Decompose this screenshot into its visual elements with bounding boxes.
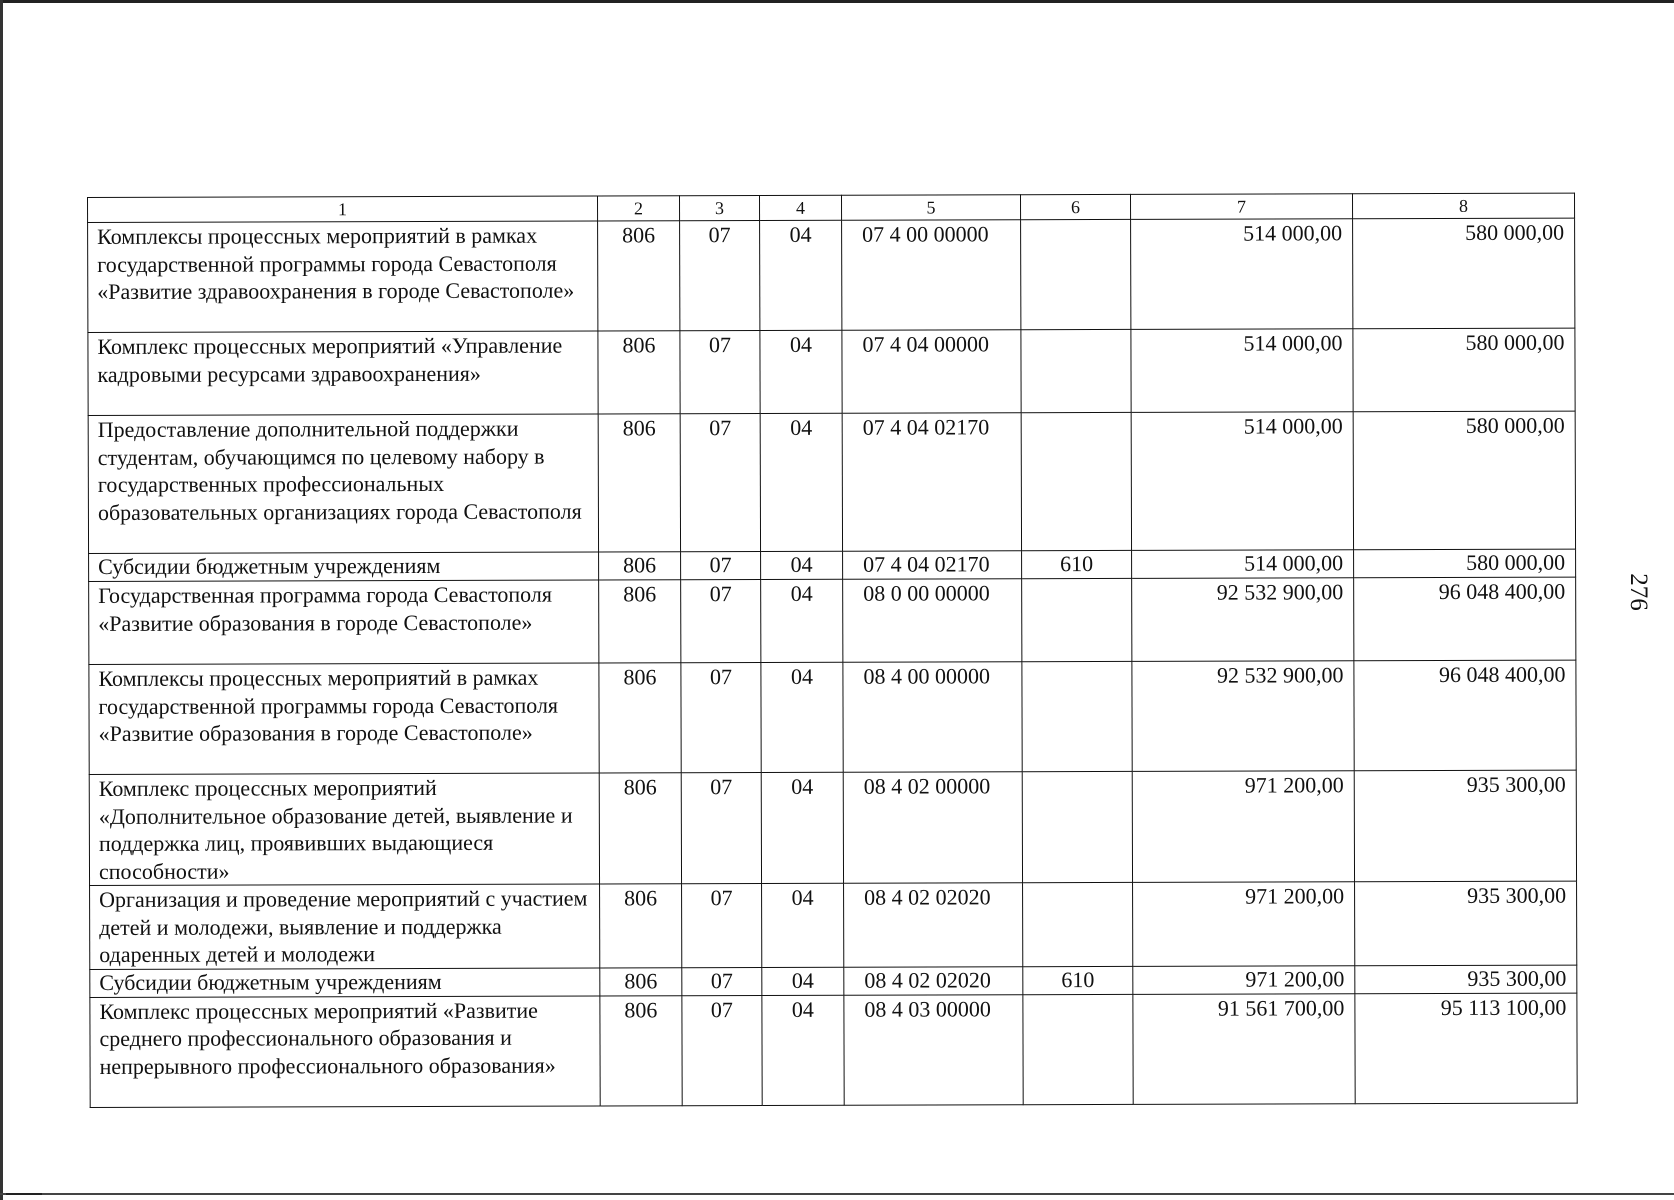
row-col-6 — [1021, 329, 1131, 412]
row-col-3: 07 — [680, 221, 760, 331]
row-name: Субсидии бюджетным учреждениям — [89, 552, 599, 582]
table-row — [90, 993, 1577, 1107]
row-col-7: 514 000,00 — [1131, 329, 1353, 413]
row-name: Комплекс процессных мероприятий «Дополнительное образование детей, выявление и поддержка лиц, проявивших выдающиеся способности» — [89, 773, 599, 886]
row-col-8: 96 048 400,00 — [1354, 660, 1576, 771]
row-col-6 — [1022, 771, 1132, 882]
row-col-6: 610 — [1022, 550, 1132, 578]
row-col-5: 07 4 04 02170 — [842, 413, 1021, 552]
row-col-2: 806 — [598, 414, 680, 552]
row-name: Комплексы процессных мероприятий в рамках государственной программы города Севастополя «Развитие образования в городе Севастополе» — [89, 663, 599, 775]
header-col-2: 2 — [597, 196, 679, 221]
row-col-6 — [1021, 412, 1131, 550]
row-col-4: 04 — [760, 413, 842, 551]
table-row — [89, 770, 1576, 885]
row-col-4: 04 — [761, 551, 843, 579]
header-col-6: 6 — [1020, 194, 1130, 219]
row-col-4: 04 — [761, 579, 843, 662]
budget-table — [87, 193, 1578, 1108]
table-row — [90, 881, 1577, 969]
row-col-7: 514 000,00 — [1132, 550, 1354, 579]
row-col-2: 806 — [599, 580, 681, 663]
row-col-4: 04 — [762, 967, 844, 995]
row-col-2: 806 — [598, 331, 680, 414]
row-col-3: 07 — [681, 663, 761, 773]
row-col-7: 971 200,00 — [1133, 882, 1355, 966]
row-col-8: 935 300,00 — [1354, 770, 1576, 882]
row-col-4: 04 — [761, 772, 843, 883]
row-col-3: 07 — [681, 580, 761, 663]
row-col-3: 07 — [682, 967, 762, 995]
page-number: 276 — [1625, 573, 1652, 611]
row-col-6 — [1021, 219, 1131, 329]
table-row — [88, 328, 1575, 415]
scan-border-top — [0, 0, 1674, 3]
row-col-8: 935 300,00 — [1355, 881, 1577, 965]
header-col-3: 3 — [679, 196, 759, 221]
row-col-2: 806 — [599, 663, 681, 773]
row-col-8: 935 300,00 — [1355, 965, 1577, 994]
row-col-7: 971 200,00 — [1132, 771, 1354, 883]
row-col-5: 08 0 00 00000 — [843, 579, 1022, 663]
row-name: Предоставление дополнительной поддержки студентам, обучающимся по целевому набору в государственных профессиональных образовательных организациях города Севастополя — [88, 414, 598, 554]
row-col-6 — [1022, 661, 1132, 771]
row-col-6 — [1022, 578, 1132, 661]
row-col-5: 07 4 00 00000 — [842, 220, 1021, 331]
header-col-7: 7 — [1130, 194, 1352, 220]
row-col-6 — [1023, 994, 1133, 1104]
row-col-8: 580 000,00 — [1353, 328, 1575, 412]
row-col-8: 580 000,00 — [1354, 549, 1576, 578]
row-col-6 — [1023, 882, 1133, 966]
scan-border-bottom — [0, 1193, 1674, 1195]
row-col-4: 04 — [762, 883, 844, 967]
row-col-5: 08 4 02 02020 — [844, 966, 1023, 995]
row-col-3: 07 — [681, 552, 761, 580]
row-col-5: 08 4 03 00000 — [844, 994, 1023, 1105]
row-col-4: 04 — [761, 662, 843, 772]
row-col-5: 08 4 02 02020 — [844, 883, 1023, 967]
row-name: Государственная программа города Севастополя «Развитие образования в городе Севастополе» — [89, 580, 599, 665]
row-col-2: 806 — [600, 995, 682, 1105]
row-col-7: 971 200,00 — [1133, 965, 1355, 994]
row-col-4: 04 — [760, 220, 842, 330]
row-col-7: 92 532 900,00 — [1132, 578, 1354, 662]
row-col-3: 07 — [680, 331, 760, 414]
header-col-4: 4 — [759, 195, 841, 220]
row-col-4: 04 — [760, 330, 842, 413]
header-col-5: 5 — [841, 195, 1020, 221]
row-col-2: 806 — [598, 221, 680, 331]
row-col-8: 580 000,00 — [1353, 411, 1575, 550]
row-col-5: 08 4 02 00000 — [843, 772, 1022, 884]
row-name: Комплексы процессных мероприятий в рамках государственной программы города Севастополя «Развитие здравоохранения в городе Севастополе» — [88, 221, 598, 333]
row-col-5: 07 4 04 00000 — [842, 330, 1021, 414]
row-name: Комплекс процессных мероприятий «Развитие среднего профессионального образования и непрерывного профессионального образования» — [90, 995, 600, 1107]
row-name: Организация и проведение мероприятий с участием детей и молодежи, выявление и поддержка одаренных детей и молодежи — [90, 884, 600, 969]
row-col-2: 806 — [600, 967, 682, 995]
row-col-3: 07 — [682, 884, 762, 968]
table-row — [89, 549, 1576, 581]
row-col-8: 95 113 100,00 — [1355, 993, 1577, 1104]
row-col-7: 91 561 700,00 — [1133, 993, 1355, 1104]
row-col-7: 92 532 900,00 — [1132, 661, 1354, 772]
row-col-3: 07 — [681, 773, 761, 884]
row-name: Комплекс процессных мероприятий «Управление кадровыми ресурсами здравоохранения» — [88, 331, 598, 416]
table-row — [89, 577, 1576, 664]
row-name: Субсидии бюджетным учреждениям — [90, 967, 600, 997]
row-col-3: 07 — [682, 995, 762, 1105]
table-row — [89, 660, 1576, 774]
row-col-2: 806 — [599, 773, 681, 884]
table-row — [90, 965, 1577, 997]
table-row — [88, 411, 1575, 553]
row-col-2: 806 — [599, 552, 681, 580]
row-col-7: 514 000,00 — [1131, 219, 1353, 330]
row-col-6: 610 — [1023, 966, 1133, 994]
header-col-1: 1 — [88, 196, 598, 223]
row-col-5: 07 4 04 02170 — [843, 551, 1022, 580]
row-col-8: 580 000,00 — [1353, 218, 1575, 329]
header-col-8: 8 — [1352, 193, 1574, 219]
row-col-4: 04 — [762, 995, 844, 1105]
row-col-3: 07 — [680, 414, 760, 552]
scan-mark-bottom-left — [6, 1193, 42, 1195]
row-col-8: 96 048 400,00 — [1354, 577, 1576, 661]
row-col-2: 806 — [600, 884, 682, 968]
table-row — [88, 218, 1575, 332]
scan-border-left — [0, 0, 3, 1200]
row-col-7: 514 000,00 — [1131, 412, 1353, 551]
row-col-5: 08 4 00 00000 — [843, 662, 1022, 773]
